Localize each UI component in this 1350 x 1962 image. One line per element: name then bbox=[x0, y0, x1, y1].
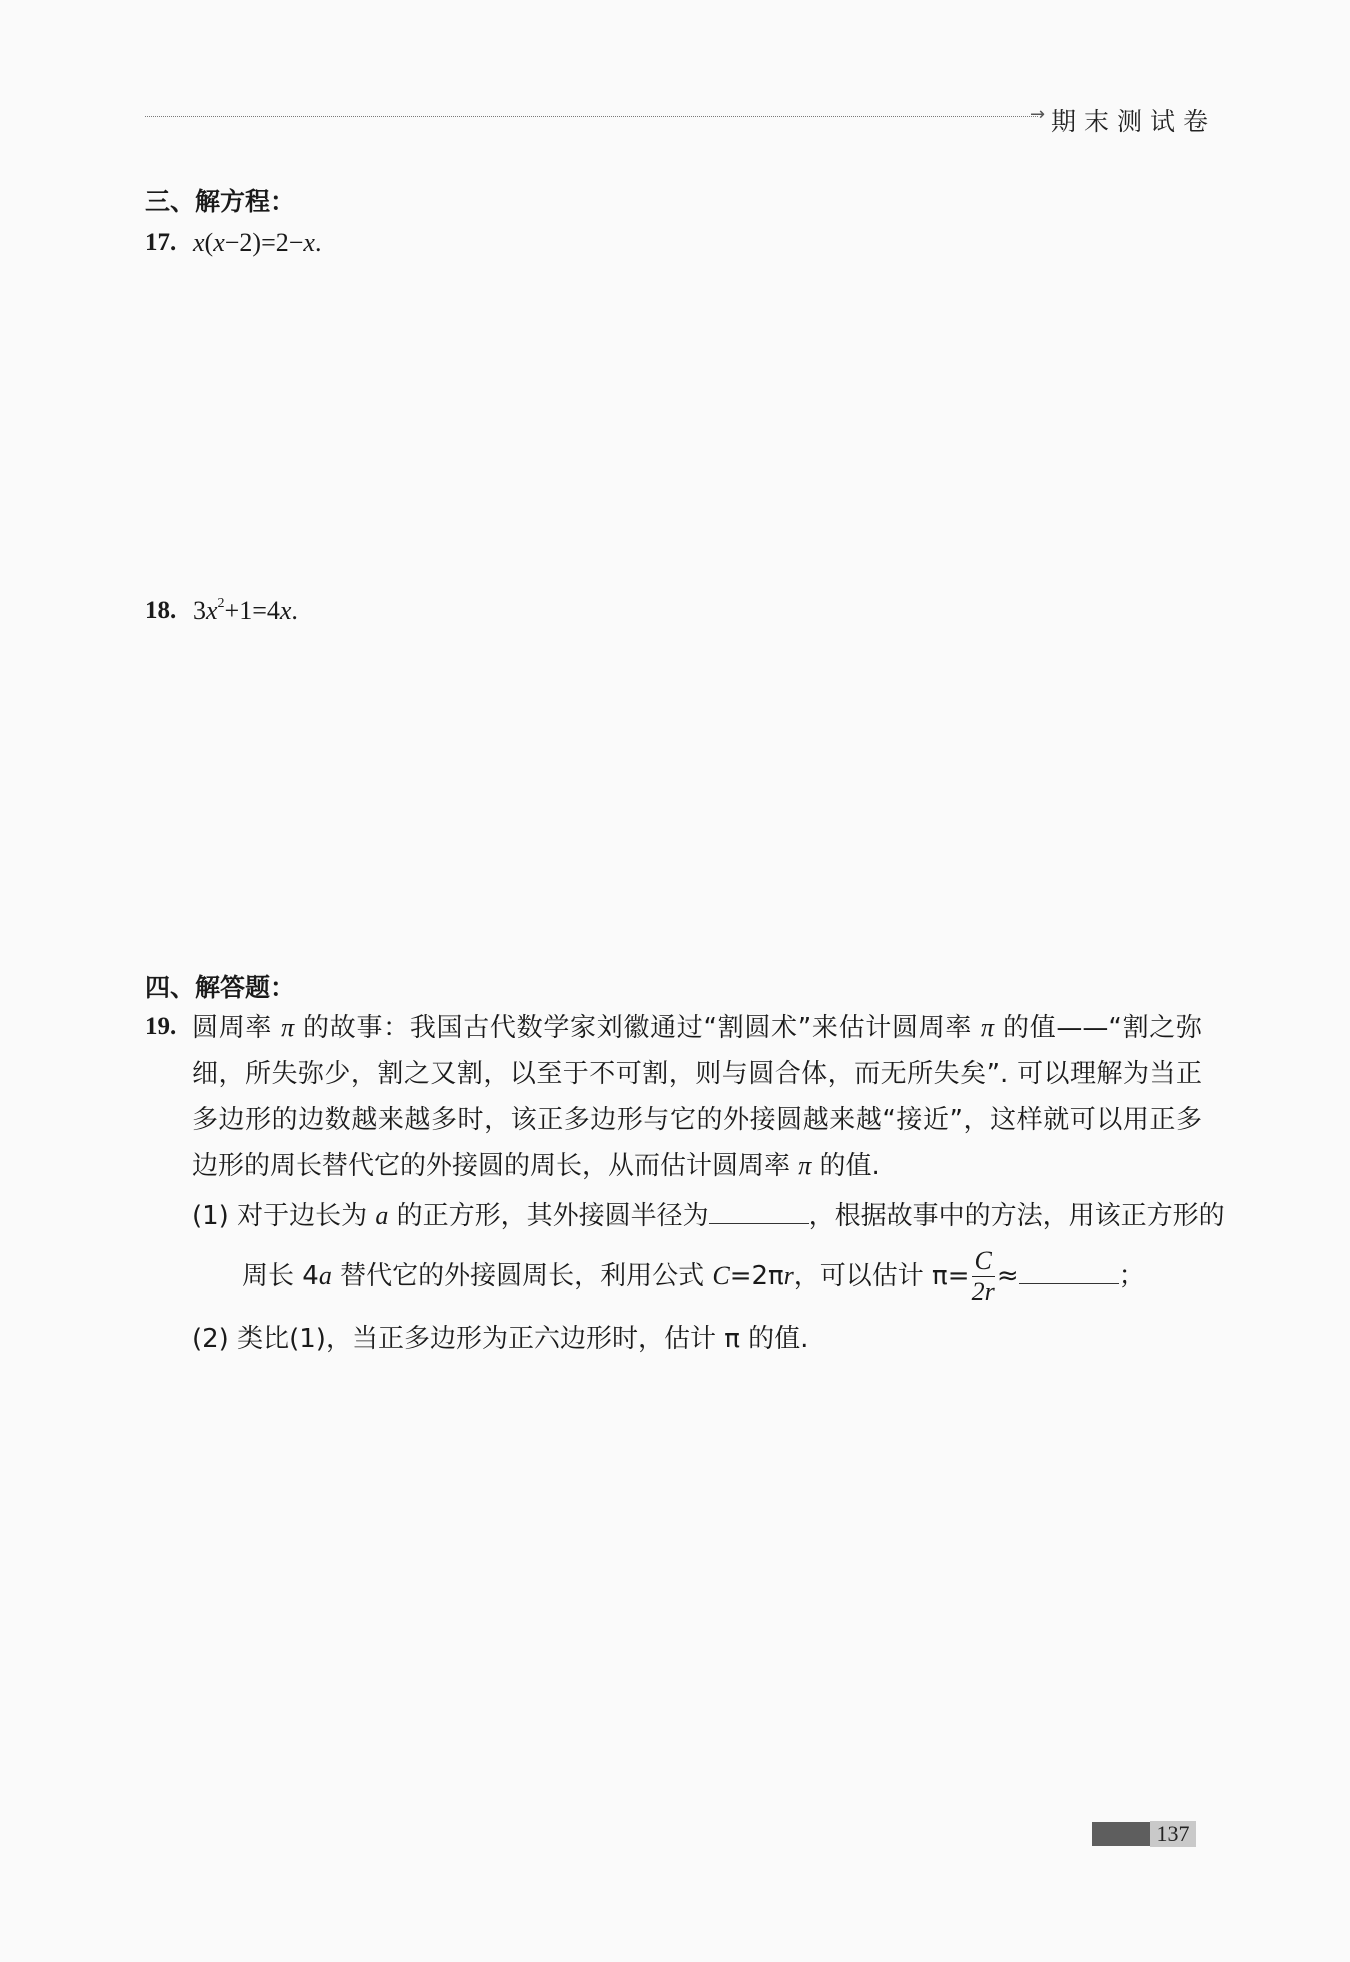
section-3-title: 三、解方程： bbox=[145, 187, 296, 216]
q19-part1-line2-b: 替代它的外接圆周长，利用公式 bbox=[331, 1261, 713, 1291]
q19-fraction bbox=[972, 1246, 995, 1307]
q19-part1-line2 bbox=[242, 1246, 1145, 1307]
q19-pi-1: π bbox=[281, 1013, 295, 1042]
q17-var-x: x bbox=[193, 228, 205, 257]
q19-part1-line1 bbox=[192, 1195, 1225, 1232]
q18-equation bbox=[193, 596, 298, 626]
q19-formula-r: r bbox=[783, 1261, 794, 1290]
q17-number: 17. bbox=[145, 229, 177, 256]
q19-fraction-denominator: 2r bbox=[971, 1277, 995, 1306]
q19-part2-label: (2) bbox=[192, 1324, 229, 1354]
q19-part1-blank-radius[interactable] bbox=[709, 1203, 809, 1224]
q19-pi-2: π bbox=[981, 1013, 995, 1042]
q17-rest: −2)=2− bbox=[224, 228, 304, 257]
q19-formula-c: C bbox=[712, 1261, 730, 1290]
header-dotted-rule bbox=[145, 116, 1038, 117]
q18-var-x: x bbox=[206, 596, 218, 625]
q19-part1-line2-c: ，可以估计 π= bbox=[793, 1261, 970, 1291]
q19-part1-text-b: 的正方形，其外接圆半径为 bbox=[388, 1201, 709, 1231]
q18-var-x2: x bbox=[279, 596, 292, 625]
q19-semicolon: ； bbox=[1118, 1261, 1145, 1291]
header-title: 期末测试卷 bbox=[1051, 107, 1217, 136]
q17-equation bbox=[193, 228, 321, 258]
q19-pi-3: π bbox=[798, 1151, 812, 1180]
q19-part1-text-a: 对于边长为 bbox=[237, 1201, 376, 1231]
q18-number: 18. bbox=[145, 597, 177, 624]
q19-part1-line2-a: 周长 4 bbox=[242, 1261, 319, 1291]
header-arrow-icon: → bbox=[1030, 104, 1046, 125]
q19-text-a: 圆周率 bbox=[192, 1013, 282, 1043]
q18-rest: +1=4 bbox=[224, 596, 280, 625]
q19-part2-text: 类比(1)，当正多边形为正六边形时，估计 π 的值. bbox=[237, 1324, 809, 1354]
q19-fraction-numerator: C bbox=[972, 1246, 995, 1277]
page-number-tab bbox=[1092, 1822, 1150, 1846]
q19-part1-blank-pi[interactable] bbox=[1019, 1263, 1119, 1284]
q19-text-d: 的值. bbox=[811, 1151, 880, 1181]
q17-paren: ( bbox=[204, 228, 214, 257]
q18-period: . bbox=[291, 596, 298, 625]
q19-part1-var-a: a bbox=[375, 1201, 389, 1230]
q19-approx-sign: ≈ bbox=[996, 1261, 1019, 1291]
q17-var-x2: x bbox=[213, 228, 225, 257]
q18-coef: 3 bbox=[193, 596, 206, 625]
q17-var-x3: x bbox=[303, 228, 315, 257]
q19-part1-line2-var: a bbox=[318, 1261, 332, 1290]
q19-part1-text-c: ，根据故事中的方法，用该正方形的 bbox=[808, 1201, 1225, 1231]
q19-part2-line bbox=[192, 1318, 808, 1355]
q17-period: . bbox=[314, 228, 322, 257]
q19-text-c: 的值——“割之弥细，所失弥少，割之又割，以至于不可割，则与圆合体，而无所失矣”. 可以理解为当正多边形的边数越来越多时，该正多边形与它的外接圆越来越“接近”，这样就可以用正多边形的周长替代它的外接圆的周长，从而估计圆周率 bbox=[192, 1013, 1202, 1181]
q19-text-b: 的故事：我国古代数学家刘徽通过“割圆术”来估计圆周率 bbox=[294, 1013, 982, 1043]
q18-exponent: 2 bbox=[217, 596, 225, 611]
q19-formula-eq: =2π bbox=[729, 1261, 784, 1291]
section-4-title: 四、解答题： bbox=[145, 973, 296, 1002]
q19-story-paragraph bbox=[192, 1005, 1202, 1189]
q19-number: 19. bbox=[145, 1013, 177, 1040]
page-number: 137 bbox=[1150, 1821, 1196, 1847]
q19-part1-label: (1) bbox=[192, 1201, 229, 1231]
